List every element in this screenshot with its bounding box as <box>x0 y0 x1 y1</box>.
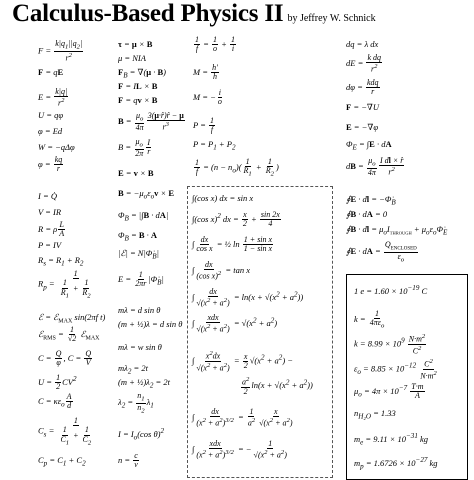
constant-coulomb-value: $k = 8.99 \times 10^9$ $\frac{N\cdot m^2}{C^2}$ <box>354 333 426 356</box>
formula-lorentz-force: F = qv × B <box>118 95 158 105</box>
integral-cos: ∫(cos x) dx = sin x <box>192 193 254 203</box>
integral-x-squared-over-root-cont: $\frac{a^2}{2}$ $\ln(x + √(x^2 + a^2))$ <box>242 376 313 397</box>
formula-malus-law: $I = I_o(\cos$ θ)$^2$ <box>118 427 165 442</box>
formula-lens-equation: $\frac{1}{f}$ = $\frac{1}{o}$ + $\frac{1}{i}$ <box>195 35 235 54</box>
formula-point-charge-field: E = $\frac{k|q|}{r^2}$ <box>38 87 68 109</box>
page-title: Calculus-Based Physics II <box>12 0 284 27</box>
formula-electric-force: F = qE <box>38 67 64 77</box>
author-line: by Jeffrey W. Schnick <box>287 13 376 24</box>
formula-magnetic-flux: $\Phi_B = B \cdot A$ <box>118 230 157 243</box>
formula-induced-field: E = $\frac{1}{2\pi r}$ $|\Phi̇_B|$ <box>118 270 164 289</box>
constant-elementary-charge: 1 $e = 1.60 \times 10^{-19}$ C <box>354 284 428 296</box>
formula-moving-frame-field: $B = -\mu_o\varepsilon_ov \times E$ <box>118 188 175 201</box>
formula-capacitance: C = $\frac{Q}{\varphi}$ , C = $\frac{Q}{V}$ <box>38 349 92 368</box>
integral-sec: ∫ $\frac{dx}{\text{cos x}}$ = ½ ln $\frac{\text{1 + sin x}}{\text{1 − sin x}}$ <box>192 235 273 254</box>
formula-electric-flux: $\Phi_E = \int E$ · dA <box>346 139 392 152</box>
formula-potential-element: dφ = $\frac{\text{kdq}}{r}$ <box>346 78 379 97</box>
formula-magnification-distance: M = − $\frac{i}{o}$ <box>193 88 222 107</box>
formula-torque: τ = μ × B <box>118 39 153 49</box>
formula-single-slit: mλ = w sin θ <box>118 342 162 352</box>
integral-inverse-three-halves: ∫ $\frac{dx}{(x^2 + a^2)^{3/2}}$ = $\frac{1}{a^2}$ $\frac{x}{√(x^2 + a^2)}$ <box>192 407 293 429</box>
constant-permeability: $\mu_o = 4\pi \times 10^{-7}$ $\frac{T\cdot m}{A}$ <box>354 382 424 401</box>
formula-coulomb-force: F = $\frac{k|q_1||q_2|}{r^2}$ <box>38 39 83 63</box>
formula-series-resistance: $R_s = R_1 + R_2$ <box>38 255 84 268</box>
formula-dipole-field: B = $\frac{\mu_o}{4\pi}$ $\frac{3(\mu\cdot r̂)r̂ - \mu}{r^3}$ <box>118 111 184 133</box>
header <box>12 0 376 28</box>
constant-coulomb-def: k = $\frac{1}{4\pi\varepsilon_o}$ <box>354 309 385 330</box>
integral-cos-squared: ∫(cos x)$^2$ dx = $\frac{x}{2}$ + $\frac{\sin 2x}{4}$ <box>192 210 280 229</box>
integral-x-over-three-halves: ∫ $\frac{\text{xdx}}{(x^2 + a^2)^{3/2}}$ = − $\frac{1}{√(x^2 + a^2)}$ <box>192 439 287 461</box>
formula-power: P = IV <box>38 240 62 250</box>
formula-grating-minima: (m + ½)λ = d sin θ <box>118 319 183 329</box>
constant-electron-mass: $m_e = 9.11 \times 10^{-31}$ kg <box>354 432 429 447</box>
constant-water-index: $n_{H_2O} = 1.33$ <box>354 408 396 421</box>
integral-x-over-root: ∫ $\frac{\text{xdx}}{√(x^2 + a^2)}$ = $√(x^2 + a^2)$ <box>192 313 278 335</box>
formula-refractive-index: n = $\frac{c}{v}$ <box>118 451 138 470</box>
formula-faraday-law: ∮E · dl = $-\Phi̇_B$ <box>346 194 396 207</box>
formula-force-gradient: F = −∇U <box>346 102 379 112</box>
formula-work: W = −qΔφ <box>38 142 75 152</box>
formula-faraday-emf: |ℰ| = $N|\Phi̇_B|$ <box>118 248 159 261</box>
integral-inverse-root: ∫ $\frac{dx}{√(x^2 + a^2)}$ = $\ln(x + √(x^2 + a^2))$ <box>192 287 304 309</box>
formula-dipole-force: $F_B = \nabla(\mu \cdot B)$ <box>118 67 167 80</box>
formula-wire-force: F = IL × B <box>118 81 158 91</box>
formula-thin-film-2: $(m + \frac{1}{2})\lambda_2 = 2t$ <box>118 377 170 390</box>
formula-linear-charge: dq = λ dx <box>346 39 379 49</box>
formula-biot-savart: dB = $\frac{\mu_o}{4\pi}$ $\frac{\text{I dl × r̂}}{r^2}$ <box>346 156 404 178</box>
formula-field-gradient: E = −∇φ <box>346 122 379 132</box>
formula-field-element: dE = $\frac{\text{k dq}}{r^2}$ <box>346 53 381 75</box>
constant-proton-mass: $m_p = 1.6726 \times 10^{-27}$ kg <box>354 456 438 471</box>
formula-parallel-resistance: $R_p$ = 1 $\frac{1}{R_1}$ + $\frac{1}{R_2}$ <box>38 269 91 300</box>
formula-current: I = Q̇ <box>38 191 57 201</box>
constant-permittivity: $\varepsilon_o = 8.85 \times 10^{-12}$ $\frac{C^2}{N\cdot m^2}$ <box>354 358 437 381</box>
formula-thin-film-1: $m\lambda_2 = 2t$ <box>118 363 148 376</box>
formula-gauss-law: ∮E · dA = $\frac{Q_{ENCLOSED}}{\varepsilon_o}$ <box>346 240 417 264</box>
formula-ac-emf: ℰ = ℰ$_{MAX}$ sin(2πf t) <box>38 312 106 325</box>
formula-potential-energy: U = qφ <box>38 110 64 120</box>
formula-wire-field: B = $\frac{\mu_o}{2\pi}$ $\frac{I}{r}$ <box>118 137 151 158</box>
formula-series-capacitance: $C_s$ = 1 $\frac{1}{C_1}$ + $\frac{1}{C_2}$ <box>38 416 92 447</box>
formula-potential-uniform: φ = Ed <box>38 126 63 136</box>
formula-parallel-capacitance: $C_p = C_1 + C_2$ <box>38 455 86 468</box>
formula-grating-maxima: mλ = d sin θ <box>118 305 161 315</box>
formula-ohms-law: V = IR <box>38 207 62 217</box>
formula-parallel-plate-capacitor: $C = \kappa\varepsilon_o$ $\frac{A}{d}$ <box>38 392 72 411</box>
formula-magnification-height: M = $\frac{h'}{h}$ <box>193 63 218 82</box>
formula-gauss-magnetism: ∮B · dA = 0 <box>346 209 388 219</box>
integral-x-squared-over-root: ∫ $\frac{x^2dx}{√(x^2 + a^2)}$ = $\frac{x}{2}$ $√(x^2 + a^2)$ − <box>192 350 294 373</box>
formula-rms-emf: ℰ$_{RMS}$ = $\frac{1}{√2}$ ℰ$_{MAX}$ <box>38 325 100 344</box>
formula-magnetic-flux-integral: $\Phi_B = |\int B \cdot dA|$ <box>118 210 169 223</box>
formula-ampere-maxwell: ∮B · dl = $\mu_oI_{THROUGH}$ + $\mu_o\varepsilon_o\Phi̇_E$ <box>346 224 448 237</box>
formula-lensmaker: $\frac{1}{f}$ = $(n - n_o)$( $\frac{1}{R_1}$ + $\frac{1}{R_2}$ ) <box>195 157 279 178</box>
formula-resistance: R = ρ $\frac{L}{A}$ <box>38 220 65 239</box>
formula-combined-power: $P = P_1 + P_2$ <box>193 139 236 152</box>
formula-magnetic-moment: μ = NIA <box>118 53 146 63</box>
formula-lens-power: P = $\frac{1}{f}$ <box>193 116 215 135</box>
formula-point-potential: φ = $\frac{kq}{r}$ <box>38 155 63 174</box>
formula-wavelength-index: $\lambda_2$ = $\frac{n_1}{n_2}$ $\lambda_1$ <box>118 391 154 415</box>
formula-motional-field: E = v × B <box>118 168 154 178</box>
formula-capacitor-energy: U = $\frac{1}{2}$ $CV^2$ <box>38 373 77 392</box>
integral-sec-squared: ∫ $\frac{dx}{(\cos x)^2}$ = tan x <box>192 260 250 282</box>
